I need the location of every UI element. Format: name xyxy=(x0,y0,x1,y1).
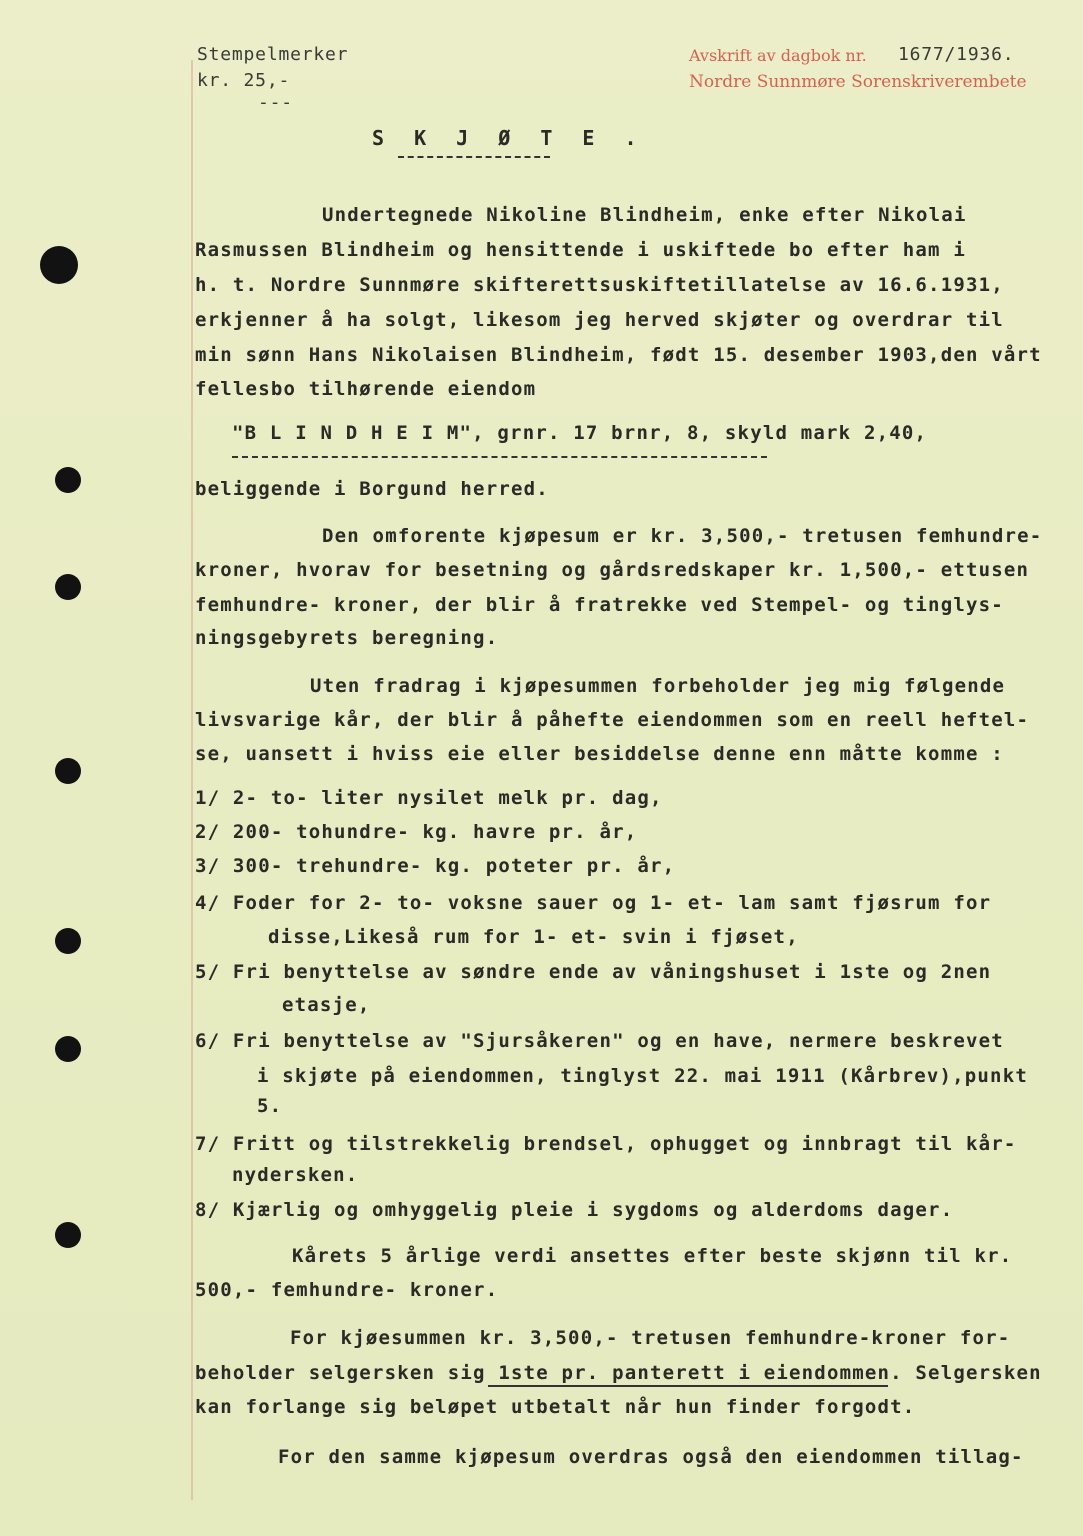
text-line: femhundre- kroner, der blir å fratrekke ved Stempel- og tinglys- xyxy=(195,594,1004,616)
stamp-amount: kr. 25,- xyxy=(197,70,291,91)
text-line: Den omforente kjøpesum er kr. 3,500,- tretusen femhundre- xyxy=(322,525,1043,547)
list-item: 3/ 300- trehundre- kg. poteter pr. år, xyxy=(195,855,676,877)
text-line: Kårets 5 årlige verdi ansettes efter beste skjønn til kr. xyxy=(292,1245,1013,1267)
punch-hole xyxy=(55,928,81,954)
list-item-cont: disse,Likeså rum for 1- et- svin i fjøset, xyxy=(268,926,799,948)
property-line: "B L I N D H E I M", grnr. 17 brnr, 8, skyld mark 2,40, xyxy=(232,422,928,444)
list-item: 6/ Fri benyttelse av "Sjursåkeren" og en have, nermere beskrevet xyxy=(195,1030,1004,1052)
property-underline xyxy=(232,456,767,458)
text-line: se, uansett i hviss eie eller besiddelse denne enn måtte komme : xyxy=(195,743,1004,765)
list-item: 4/ Foder for 2- to- voksne sauer og 1- et- lam samt fjøsrum for xyxy=(195,892,992,914)
document-title: S K J Ø T E . xyxy=(372,126,646,150)
list-item: 5/ Fri benyttelse av søndre ende av våningshuset i 1ste og 2nen xyxy=(195,961,992,983)
list-item: 2/ 200- tohundre- kg. havre pr. år, xyxy=(195,821,638,843)
stamp-dashes: --- xyxy=(258,92,293,113)
text-line: Rasmussen Blindheim og hensittende i uskiftede bo efter ham i xyxy=(195,239,966,261)
text-line: Undertegnede Nikoline Blindheim, enke efter Nikolai xyxy=(322,204,967,226)
panterett-underline xyxy=(488,1385,888,1387)
text-line: ningsgebyrets beregning. xyxy=(195,627,499,649)
stamp-label: Stempelmerker xyxy=(197,44,349,65)
list-item-cont: nydersken. xyxy=(232,1164,359,1186)
text-line: min sønn Hans Nikolaisen Blindheim, født 15. desember 1903,den vårt xyxy=(195,344,1042,366)
text-line: fellesbo tilhørende eiendom xyxy=(195,378,537,400)
list-item-cont: i skjøte på eiendommen, tinglyst 22. mai 1911 (Kårbrev),punkt xyxy=(257,1065,1028,1087)
list-item: 7/ Fritt og tilstrekkelig brendsel, ophugget og innbragt til kår- xyxy=(195,1133,1017,1155)
red-stamp-line1: Avskrift av dagbok nr. xyxy=(689,46,867,65)
text-line: Uten fradrag i kjøpesummen forbeholder jeg mig følgende xyxy=(310,675,1006,697)
list-item-cont: etasje, xyxy=(282,994,371,1016)
text-line: erkjenner å ha solgt, likesom jeg herved skjøter og overdrar til xyxy=(195,309,1004,331)
punch-hole xyxy=(55,1222,81,1248)
text-line: kroner, hvorav for besetning og gårdsredskaper kr. 1,500,- ettusen xyxy=(195,559,1030,581)
punch-hole xyxy=(55,574,81,600)
title-underline xyxy=(398,156,550,158)
list-item: 1/ 2- to- liter nysilet melk pr. dag, xyxy=(195,787,663,809)
text-line: h. t. Nordre Sunnmøre skifterettsuskiftetillatelse av 16.6.1931, xyxy=(195,274,1004,296)
text-line: For den samme kjøpesum overdras også den eiendommen tillag- xyxy=(278,1446,1024,1468)
margin-rule xyxy=(191,60,193,1500)
text-line: kan forlange sig beløpet utbetalt når hun finder forgodt. xyxy=(195,1396,916,1418)
journal-number: 1677/1936. xyxy=(898,44,1015,65)
punch-hole xyxy=(55,467,81,493)
punch-hole xyxy=(40,246,78,284)
text-line: For kjøesummen kr. 3,500,- tretusen femhundre-kroner for- xyxy=(290,1327,1011,1349)
punch-hole xyxy=(55,758,81,784)
text-line: 500,- femhundre- kroner. xyxy=(195,1279,499,1301)
list-item: 8/ Kjærlig og omhyggelig pleie i sygdoms og alderdoms dager. xyxy=(195,1199,954,1221)
list-item-cont: 5. xyxy=(257,1095,283,1117)
text-line: livsvarige kår, der blir å påhefte eiendommen som en reell heftel- xyxy=(195,709,1030,731)
punch-hole xyxy=(55,1036,81,1062)
red-stamp-line2: Nordre Sunnmøre Sorenskriverembete xyxy=(689,72,1027,92)
text-line: beholder selgersken sig 1ste pr. panterett i eiendommen. Selgersken xyxy=(195,1362,1042,1384)
text-line: beliggende i Borgund herred. xyxy=(195,478,549,500)
